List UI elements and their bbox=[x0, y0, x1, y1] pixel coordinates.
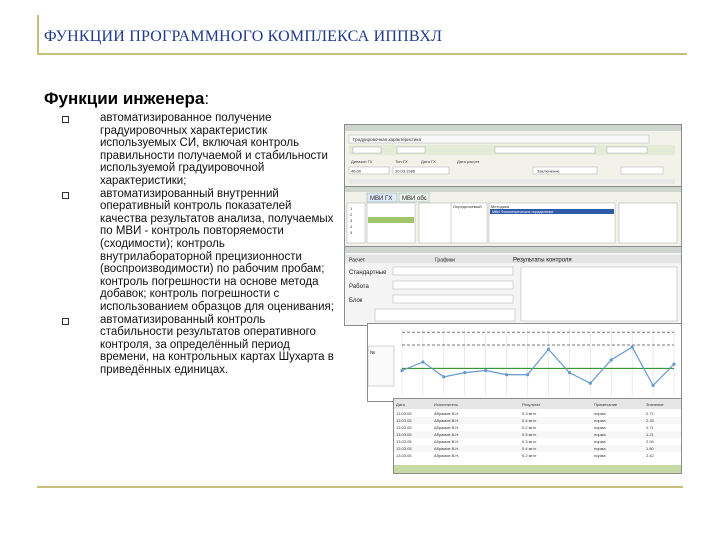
column-header: Примечание bbox=[594, 402, 618, 407]
control-results-form bbox=[345, 247, 681, 325]
list-item-text: автоматизированное получение градуировочных характеристик используемых СИ, включая контроль правильности получаемой и стабильности используемой градуировочной характеристики; bbox=[100, 112, 328, 187]
table-row[interactable] bbox=[394, 431, 681, 438]
table-cell: норма bbox=[594, 446, 606, 451]
footer-rule bbox=[37, 486, 683, 488]
index-header: № bbox=[370, 350, 376, 356]
table-cell: 13.03.05 bbox=[396, 425, 412, 430]
data-point bbox=[442, 375, 445, 378]
subheading-suffix: : bbox=[204, 89, 210, 108]
list-item-text: автоматизированный внутренний оперативный контроль показателей качества результатов анализа, получаемых по МВИ - контроль повторяемости (сходимости); контроль внутрилабораторной прецизионности (воспроизводимости) по рабочим пробам; контроль погрешности на основе метода добавок; контроль погрешности с использованием образцов для оценивания; bbox=[100, 187, 334, 313]
tab-calc[interactable]: Расчет bbox=[349, 257, 365, 264]
analyte-list[interactable] bbox=[451, 203, 487, 243]
table-row[interactable] bbox=[394, 438, 681, 445]
table-cell: 2.94 bbox=[646, 439, 654, 444]
data-point bbox=[484, 369, 487, 372]
screenshot-control-chart bbox=[367, 323, 682, 402]
slide-title: ФУНКЦИИ ПРОГРАММНОГО КОМПЛЕКСА ИППВХЛ bbox=[44, 28, 443, 45]
section-label: Работа bbox=[349, 284, 369, 290]
results-input[interactable] bbox=[375, 309, 515, 321]
tab-label: МВИ обс bbox=[402, 196, 427, 202]
data-point bbox=[547, 348, 550, 351]
field-box[interactable] bbox=[397, 147, 425, 153]
selected-row-highlight bbox=[368, 217, 414, 223]
table-footer-bar bbox=[394, 465, 681, 473]
column-header: Значение bbox=[646, 402, 664, 407]
list-item bbox=[60, 314, 340, 377]
table-cell: 13.03.05 bbox=[396, 418, 412, 423]
table-rows bbox=[394, 410, 681, 459]
table-cell: 0.4 мг/л bbox=[522, 446, 537, 451]
data-point bbox=[421, 360, 424, 363]
data-point bbox=[610, 358, 613, 361]
table-cell: 13.03.05 bbox=[396, 439, 412, 444]
window-titlebar bbox=[345, 187, 681, 192]
table-cell: 0.5 мг/л bbox=[522, 432, 537, 437]
column-header: Результат bbox=[522, 402, 541, 407]
table-cell: 2.71 bbox=[646, 411, 654, 416]
data-point bbox=[672, 363, 675, 366]
square-bullet-icon bbox=[62, 192, 69, 199]
title-underline bbox=[37, 53, 687, 55]
column-header: Дата bbox=[396, 402, 405, 407]
results-grid[interactable] bbox=[521, 267, 677, 321]
status-strip bbox=[349, 179, 675, 184]
conclusion-button-label: Заключение bbox=[537, 168, 560, 174]
table-cell: 1.71 bbox=[646, 425, 654, 430]
table-row[interactable] bbox=[394, 417, 681, 424]
window-titlebar bbox=[345, 125, 681, 131]
input-field[interactable] bbox=[393, 281, 513, 289]
table-cell: норма bbox=[594, 439, 606, 444]
screenshot-calibration bbox=[344, 124, 682, 188]
section-label: Стандартные bbox=[349, 270, 387, 276]
object-list[interactable] bbox=[419, 203, 453, 243]
column-header: Исполнитель bbox=[434, 402, 459, 407]
table-cell: Абрамов В.Н. bbox=[434, 439, 460, 444]
tab-control-results[interactable]: Результаты контроля bbox=[513, 257, 572, 264]
column-header: Определяемый bbox=[453, 204, 482, 209]
data-point bbox=[651, 384, 654, 387]
input-field[interactable] bbox=[393, 267, 513, 275]
table-cell: 2.33 bbox=[646, 418, 654, 423]
method-list-form bbox=[345, 187, 681, 247]
table-row[interactable] bbox=[394, 410, 681, 417]
table-row[interactable] bbox=[394, 452, 681, 459]
form-header: Градуировочная характеристика bbox=[353, 137, 421, 142]
field-box[interactable] bbox=[495, 147, 595, 153]
tab-label: МВИ ГХ bbox=[370, 196, 393, 202]
function-list bbox=[60, 112, 340, 376]
field-label: Дипазон ГХ bbox=[351, 159, 373, 164]
table-cell: 0.3 мг/л bbox=[522, 411, 537, 416]
table-cell: норма bbox=[594, 425, 606, 430]
data-point bbox=[505, 373, 508, 376]
table-row[interactable] bbox=[394, 424, 681, 431]
table-cell: Абрамов В.Н. bbox=[434, 411, 460, 416]
screenshot-control-results bbox=[344, 246, 682, 326]
results-table bbox=[394, 399, 681, 473]
table-cell: норма bbox=[594, 411, 606, 416]
window-titlebar bbox=[345, 247, 681, 253]
calibration-form bbox=[345, 125, 681, 187]
row-number: 5 bbox=[350, 230, 353, 235]
field-value: 10.03.1996 bbox=[395, 168, 416, 174]
data-point bbox=[589, 382, 592, 385]
table-cell: Абрамов В.Н. bbox=[434, 446, 460, 451]
row-number: 1 bbox=[350, 206, 353, 211]
table-cell: норма bbox=[594, 432, 606, 437]
table-cell: 1.80 bbox=[646, 446, 654, 451]
field-label: Дата расчет bbox=[457, 159, 480, 164]
field-box[interactable] bbox=[353, 147, 381, 153]
table-cell: Абрамов В.Н. bbox=[434, 418, 460, 423]
field-label: Тип ГХ bbox=[395, 159, 408, 164]
table-cell: Абрамов В.Н. bbox=[434, 432, 460, 437]
list-item-text: автоматизированный контроль стабильности результатов оперативного контроля, за определённый период времени, на контрольных картах Шухарта в приведённых единицах. bbox=[100, 313, 334, 376]
field-label: Дата ГХ bbox=[421, 159, 436, 164]
shewhart-chart bbox=[368, 324, 681, 401]
table-cell: 1.21 bbox=[646, 432, 654, 437]
screenshot-results-table bbox=[393, 398, 682, 474]
table-row[interactable] bbox=[394, 445, 681, 452]
list-item bbox=[60, 188, 340, 314]
title-accent-bar bbox=[37, 15, 39, 53]
table-cell: 0.2 мг/л bbox=[522, 453, 537, 458]
row-number: 3 bbox=[350, 218, 353, 223]
row-number: 2 bbox=[350, 212, 353, 217]
data-point bbox=[400, 369, 403, 372]
table-cell: Абрамов В.Н. bbox=[434, 453, 460, 458]
detail-panel[interactable] bbox=[619, 203, 677, 243]
screenshot-method-list bbox=[344, 186, 682, 248]
data-point bbox=[463, 371, 466, 374]
field-value: 46,00 bbox=[351, 168, 362, 174]
table-cell: норма bbox=[594, 418, 606, 423]
subheading bbox=[44, 89, 209, 109]
row-number: 4 bbox=[350, 224, 353, 229]
table-cell: 2.42 bbox=[646, 453, 654, 458]
subheading-bold: Функции инженера bbox=[44, 89, 205, 108]
table-cell: 13.03.05 bbox=[396, 446, 412, 451]
field-box[interactable] bbox=[607, 147, 647, 153]
data-point bbox=[568, 371, 571, 374]
table-cell: 0.3 мг/л bbox=[522, 439, 537, 444]
column-header: Методика bbox=[491, 204, 510, 209]
section-label: Блок bbox=[349, 298, 363, 304]
table-cell: 13.03.05 bbox=[396, 453, 412, 458]
table-cell: 13.03.05 bbox=[396, 411, 412, 416]
list-item bbox=[60, 112, 340, 188]
method-row-text: МВИ Фотометрическое определение bbox=[492, 210, 554, 214]
series-line bbox=[402, 347, 674, 385]
data-point bbox=[526, 373, 529, 376]
table-cell: 0.2 мг/л bbox=[522, 425, 537, 430]
square-bullet-icon bbox=[62, 116, 69, 123]
square-bullet-icon bbox=[62, 318, 69, 325]
field-box[interactable] bbox=[621, 167, 663, 174]
table-cell: Абрамов В.Н. bbox=[434, 425, 460, 430]
input-field[interactable] bbox=[393, 295, 513, 303]
data-point bbox=[631, 346, 634, 349]
table-cell: 13.03.05 bbox=[396, 432, 412, 437]
table-cell: 0.4 мг/л bbox=[522, 418, 537, 423]
tab-graphs[interactable]: Графики bbox=[435, 257, 455, 264]
table-cell: норма bbox=[594, 453, 606, 458]
